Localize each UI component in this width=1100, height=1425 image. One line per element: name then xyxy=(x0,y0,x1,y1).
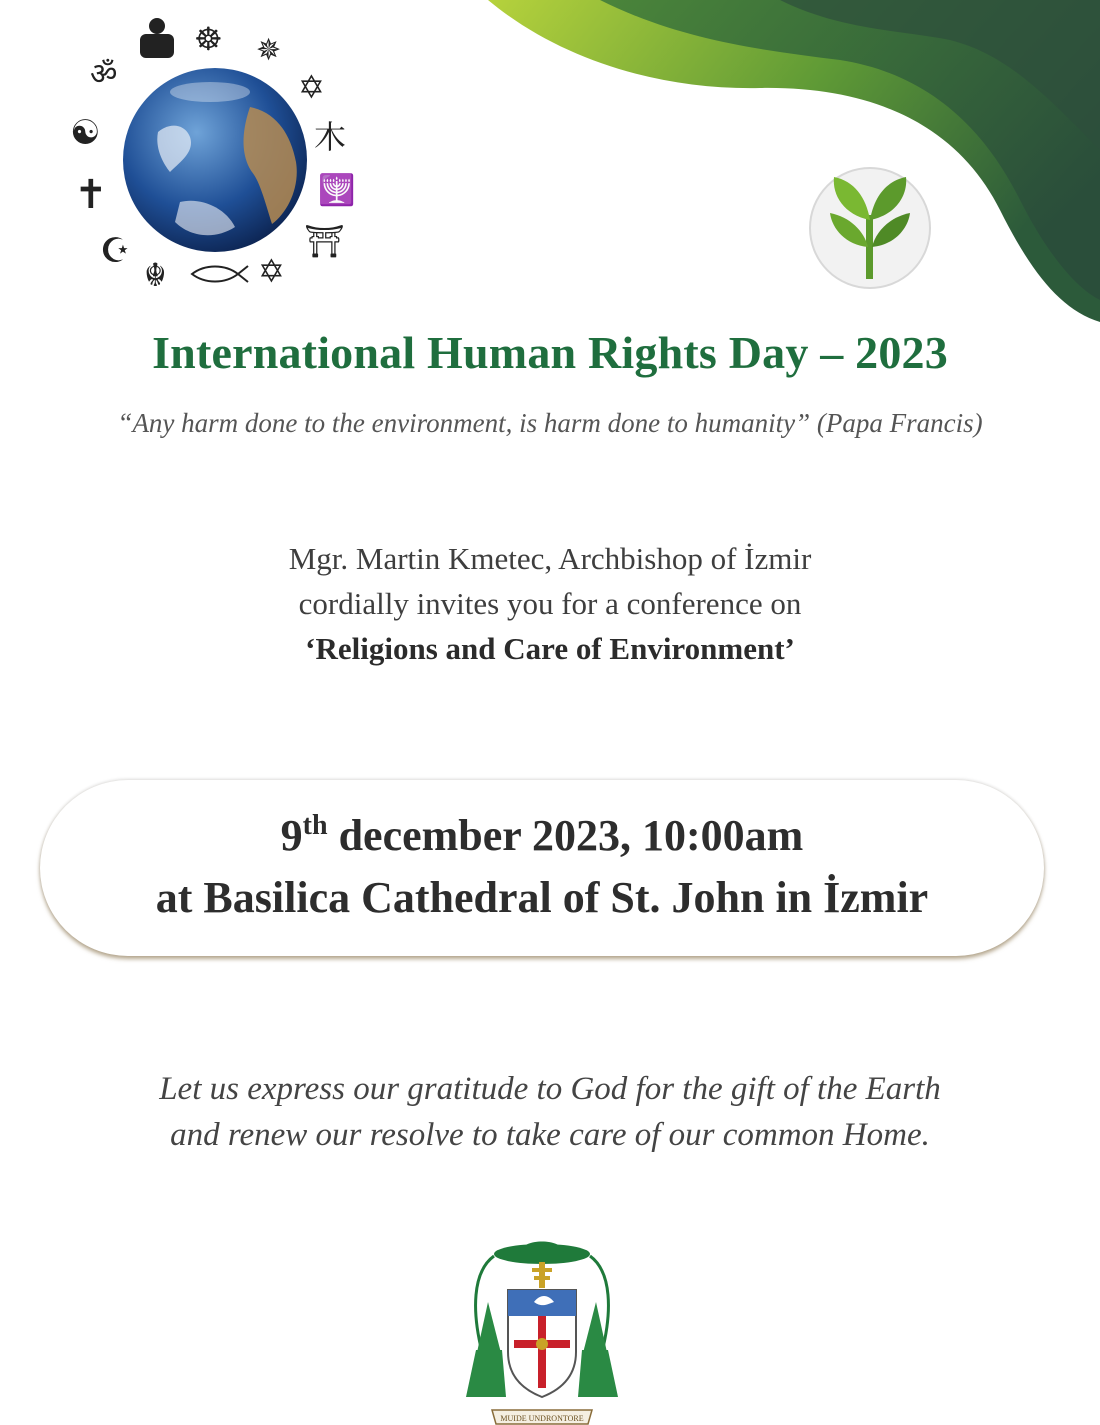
menorah-icon: 🕎 xyxy=(318,173,356,208)
motto-text: MUIDE UNDRONTORE xyxy=(500,1414,584,1423)
event-day-suffix: th xyxy=(302,810,328,841)
tree-sprout-badge xyxy=(804,165,936,291)
conference-topic: ‘Religions and Care of Environment’ xyxy=(305,631,795,666)
closing-message xyxy=(0,1066,1100,1158)
star-icon: ✵ xyxy=(256,33,282,68)
ichthys-icon xyxy=(192,266,248,282)
event-date-rest: december 2023, 10:00am xyxy=(327,811,804,860)
cross-icon: ✝ xyxy=(74,172,108,218)
event-date xyxy=(40,810,1044,861)
interfaith-globe-emblem xyxy=(60,12,360,302)
event-day: 9 xyxy=(280,811,303,860)
invitation-text-line: cordially invites you for a conference on xyxy=(298,586,802,621)
closing-line-1: Let us express our gratitude to God for the gift of the Earth xyxy=(159,1071,941,1107)
khanda-icon: ☬ xyxy=(144,256,167,294)
invitation-host-line: Mgr. Martin Kmetec, Archbishop of İzmir xyxy=(288,541,812,576)
dharma-wheel-icon: ☸ xyxy=(194,20,223,58)
invitation-block xyxy=(0,536,1100,671)
yin-yang-icon: ☯ xyxy=(70,113,101,153)
pope-quote: “Any harm done to the environment, is harm done to humanity” (Papa Francis) xyxy=(117,408,983,438)
page-title: International Human Rights Day – 2023 xyxy=(152,327,948,378)
event-venue: at Basilica Cathedral of St. John in İzmir xyxy=(155,873,929,922)
kanji-icon: 木 xyxy=(314,118,347,156)
buddha-icon xyxy=(140,18,174,58)
star-of-david-icon: ✡ xyxy=(258,252,285,290)
coat-of-arms-icon xyxy=(462,1232,622,1425)
crescent-icon: ☪ xyxy=(100,231,131,271)
om-icon: ॐ xyxy=(90,57,118,92)
closing-line-2: and renew our resolve to take care of our common Home. xyxy=(170,1117,930,1153)
star-of-david-top-icon: ✡ xyxy=(298,68,325,106)
event-details-box xyxy=(40,780,1044,956)
torii-icon: ⛩ xyxy=(304,222,345,260)
